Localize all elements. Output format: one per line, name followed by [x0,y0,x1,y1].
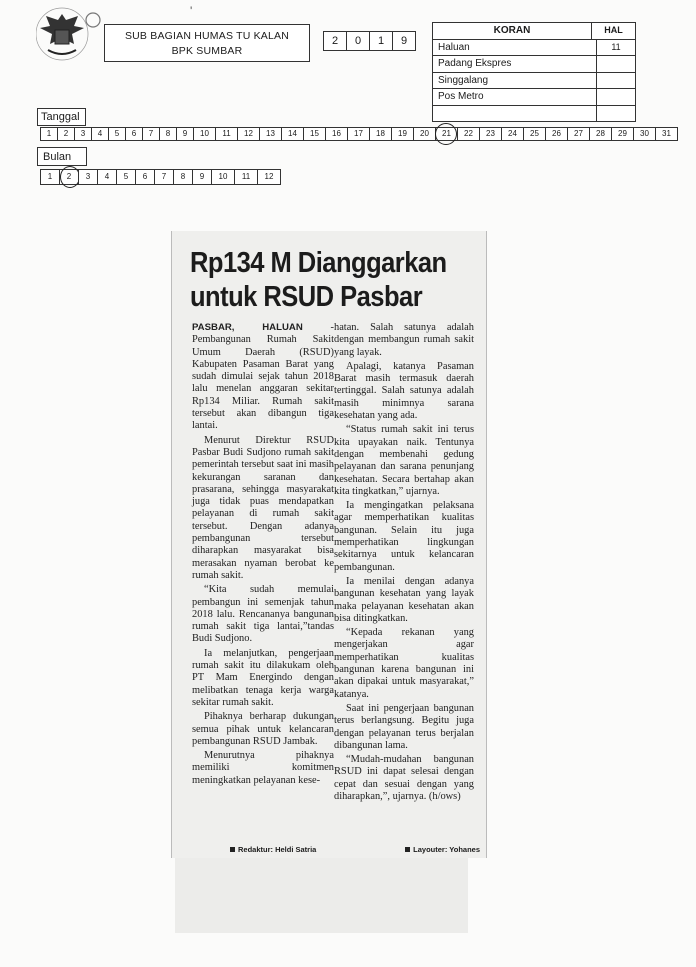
month-cell: 6 [135,169,155,185]
month-cell: 12 [257,169,281,185]
article-paragraph: Ia mengingatkan pelaksana agar memperhatikan kualitas bangunan. Selain itu juga memperhatikan lingkungan sekitarnya untuk kelancaran pembangunan. [334,500,474,573]
square-bullet-icon [230,847,235,852]
day-cell: 5 [108,127,126,141]
day-cell: 2 [57,127,75,141]
scan-mark: ' [190,4,193,18]
month-cell: 1 [40,169,60,185]
day-cell: 22 [457,127,480,141]
article-paragraph: Saat ini pengerjaan bangunan terus berlangsung. Begitu juga dengan pelayanan terus berjalan dibangunan lama. [334,702,474,751]
month-cell: 7 [154,169,174,185]
day-cell: 13 [259,127,282,141]
article-column-1 [192,322,334,789]
day-cell: 18 [369,127,392,141]
month-cell: 11 [234,169,258,185]
koran-name: Pos Metro [433,89,597,105]
article-paragraph: “Kita sudah memulai pembangun ini semenjak tahun 2018 lalu. Rencananya bangunan rumah sakit tiga lantai,”tandas Budi Sudjono. [192,584,334,645]
day-cell: 12 [237,127,260,141]
tanggal-strip [40,127,677,141]
month-cell: 8 [173,169,193,185]
article-paragraph: “Mudah-mudahan bangunan RSUD ini dapat selesai dengan cepat dan sesuai dengan yang diharapkan,”, ujarnya. (h/ows) [334,754,474,802]
koran-row [433,88,635,105]
article-paragraph: hatan. Salah satunya adalah dengan membangun rumah sakit yang layak. [334,322,474,358]
koran-hal [597,89,635,105]
month-cell: 10 [211,169,235,185]
office-line-1: SUB BAGIAN HUMAS TU KALAN [124,30,290,42]
koran-hal [597,106,635,122]
office-line-2: BPK SUMBAR [171,45,243,57]
article-headline [190,246,480,314]
article-paragraph: “Status rumah sakit ini terus kita upayakan naik. Tentunya dengan membenahi gedung pelayanan dan sarana penunjang kesehatan. Secara bertahap akan kita tingkatkan,” ujarnya. [334,424,474,497]
day-cell: 9 [176,127,194,141]
day-cell: 14 [281,127,304,141]
koran-header-row [433,23,635,39]
day-cell: 16 [325,127,348,141]
day-cell: 15 [303,127,326,141]
article-paragraph: Ia melanjutkan, pengerjaan rumah sakit itu dilakukam oleh PT Mam Energindo dengan melibatkan tenaga kerja warga sekitar rumah sakit. [192,647,334,708]
news-clipping-edge [175,858,468,933]
headline-line-1: Rp134 M Dianggarkan [190,247,447,279]
article-paragraph: Menurut Direktur RSUD Pasbar Budi Sudjono rumah sakit pemerintah tersebut saat ini masih kekurangan saranan dan prasarana, sehingga masyarakat juga tidak puas mendapatkan pelayanan di rumah sakit tersebut. Dengan adanya pembangunan tersebut diharapkan masyarakat bisa merasakan nyaman berobat ke rumah sakit. [192,434,334,581]
article-paragraph: Apalagi, katanya Pasaman Barat masih termasuk daerah tertinggal. Salah satunya adalah masih minimnya sarana kesehatan yang ada. [334,360,474,422]
day-cell: 11 [215,127,238,141]
article-paragraph: Menurutnya pihaknya memiliki komitmen meningkatkan pelayanan kese- [192,750,334,786]
hal-column-header: HAL [604,25,623,35]
square-bullet-icon [405,847,410,852]
year-box [323,31,415,51]
day-cell: 17 [347,127,370,141]
office-box [104,24,310,62]
koran-hal: 11 [611,41,621,52]
bulan-label: Bulan [37,147,87,166]
koran-row [433,72,635,89]
koran-name [433,106,597,122]
day-cell: 1 [40,127,58,141]
selected-month-circle [60,166,80,188]
article-paragraph: Ia menilai dengan adanya bangunan kesehatan yang layak maka pelayanan kesehatan akan bisa ditingkatkan. [334,575,474,624]
day-cell: 27 [567,127,590,141]
koran-hal [597,73,635,89]
koran-row [433,105,635,122]
day-cell: 26 [545,127,568,141]
day-cell: 8 [159,127,177,141]
year-digit: 1 [369,31,393,51]
day-cell: 6 [125,127,143,141]
day-cell: 24 [501,127,524,141]
day-cell: 28 [589,127,612,141]
article-dateline: PASBAR, HALUAN [192,322,331,333]
day-cell: 25 [523,127,546,141]
koran-hal [597,56,635,72]
bulan-strip [40,169,280,185]
day-cell: 10 [193,127,216,141]
year-digit: 2 [323,31,347,51]
koran-name: Singgalang [433,73,597,89]
article-credits [230,845,480,854]
koran-row [433,39,635,56]
article-paragraph: PASBAR, HALUAN - Pembangunan Rumah Sakit Umum Daerah (RSUD) Kabupaten Pasaman Barat yang sudah dimulai sejak tahun 2018 lalu menelan anggaran sekitar Rp134 Miliar. Rumah sakit tersebut akan dibangun tiga lantai. [192,322,334,432]
day-cell: 29 [611,127,634,141]
day-cell: 7 [142,127,160,141]
month-cell: 2 [59,169,79,185]
article-paragraph: Pihaknya berharap dukungan semua pihak untuk kelancaran pembangunan RSUD Jambak. [192,711,334,747]
tanggal-label: Tanggal [37,108,86,126]
month-cell: 5 [116,169,136,185]
redaktur-credit: Redaktur: Heldi Satria [230,845,316,854]
month-cell: 4 [97,169,117,185]
koran-name: Padang Ekspres [433,56,597,72]
day-cell: 20 [413,127,436,141]
koran-row [433,55,635,72]
day-cell: 4 [91,127,109,141]
article-column-2 [334,322,474,805]
layouter-credit: Layouter: Yohanes [405,845,480,854]
month-cell: 3 [78,169,98,185]
day-cell: 31 [655,127,678,141]
koran-name: Haluan [433,40,597,56]
day-cell: 23 [479,127,502,141]
koran-column-header: KORAN [433,23,592,39]
day-cell: 19 [391,127,414,141]
garuda-emblem-icon [36,6,104,66]
day-cell: 30 [633,127,656,141]
year-digit: 0 [346,31,370,51]
headline-line-2: untuk RSUD Pasbar [190,281,423,313]
selected-day-circle [435,123,457,145]
koran-table [432,22,636,122]
day-cell: 21 [435,127,458,141]
month-cell: 9 [192,169,212,185]
article-paragraph: “Kepada rekanan yang mengerjakan agar memperhatikan kualitas bangunan karena bangunan ini akan dipakai untuk masyarakat,” katanya. [334,627,474,700]
year-digit: 9 [392,31,416,51]
day-cell: 3 [74,127,92,141]
